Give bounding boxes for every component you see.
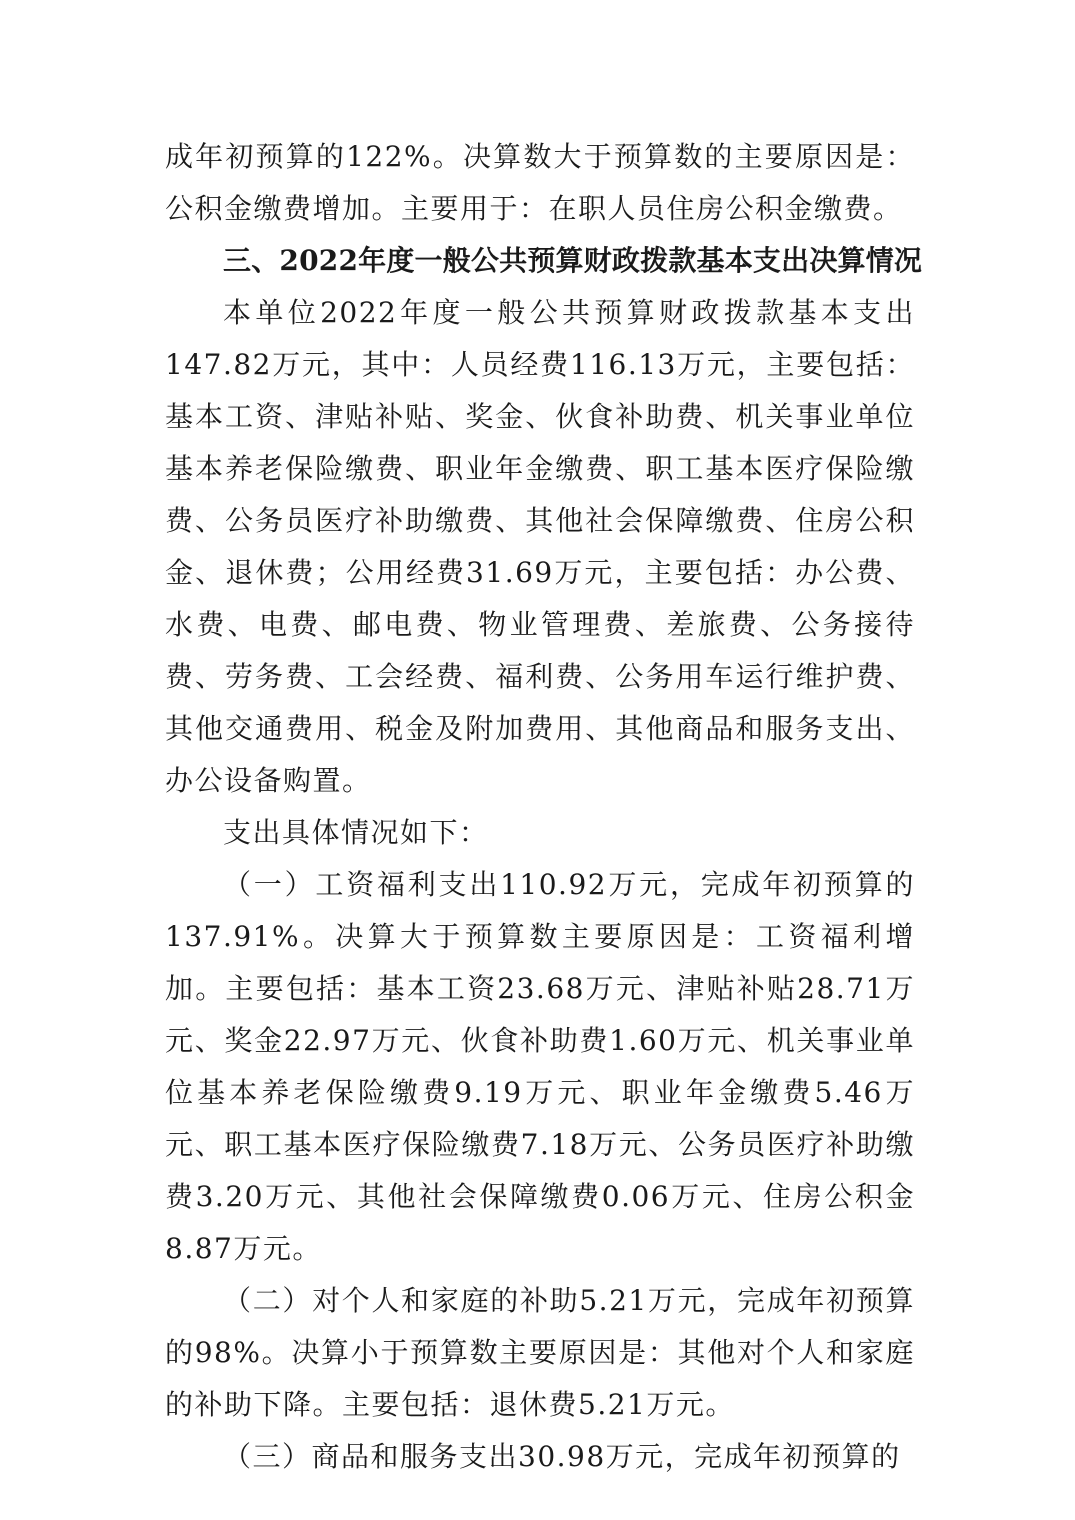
document-body (165, 131, 923, 1483)
paragraph-individual-family-subsidy: （二）对个人和家庭的补助5.21万元，完成年初预算的98%。决算小于预算数主要原因是：其他对个人和家庭的补助下降。主要包括：退休费5.21万元。 (165, 1284, 915, 1421)
section-heading-basic-expenditure: 三、2022年度一般公共预算财政拨款基本支出决算情况 (223, 244, 923, 277)
paragraph-salary-welfare: （一）工资福利支出110.92万元，完成年初预算的137.91%。决算大于预算数主要原因是：工资福利增加。主要包括：基本工资23.68万元、津贴补贴28.71万元、奖金22.97万元、伙食补助费1.60万元、机关事业单位基本养老保险缴费9.19万元、职业年金缴费5.46万元、职工基本医疗保险缴费7.18万元、公务员医疗补助缴费3.20万元、其他社会保障缴费0.06万元、住房公积金8.87万元。 (165, 868, 915, 1265)
paragraph-basic-expenditure-overview: 本单位2022年度一般公共预算财政拨款基本支出147.82万元，其中：人员经费116.13万元，主要包括：基本工资、津贴补贴、奖金、伙食补助费、机关事业单位基本养老保险缴费、职业年金缴费、职工基本医疗保险缴费、公务员医疗补助缴费、其他社会保障缴费、住房公积金、退休费；公用经费31.69万元，主要包括：办公费、水费、电费、邮电费、物业管理费、差旅费、公务接待费、劳务费、工会经费、福利费、公务用车运行维护费、其他交通费用、税金及附加费用、其他商品和服务支出、办公设备购置。 (165, 296, 915, 797)
paragraph-goods-services: （三）商品和服务支出30.98万元，完成年初预算的 (223, 1440, 901, 1473)
paragraph-expenditure-details-intro: 支出具体情况如下： (223, 816, 489, 849)
paragraph-housing-fund-summary: 成年初预算的122%。决算数大于预算数的主要原因是：公积金缴费增加。主要用于：在职人员住房公积金缴费。 (165, 140, 915, 225)
